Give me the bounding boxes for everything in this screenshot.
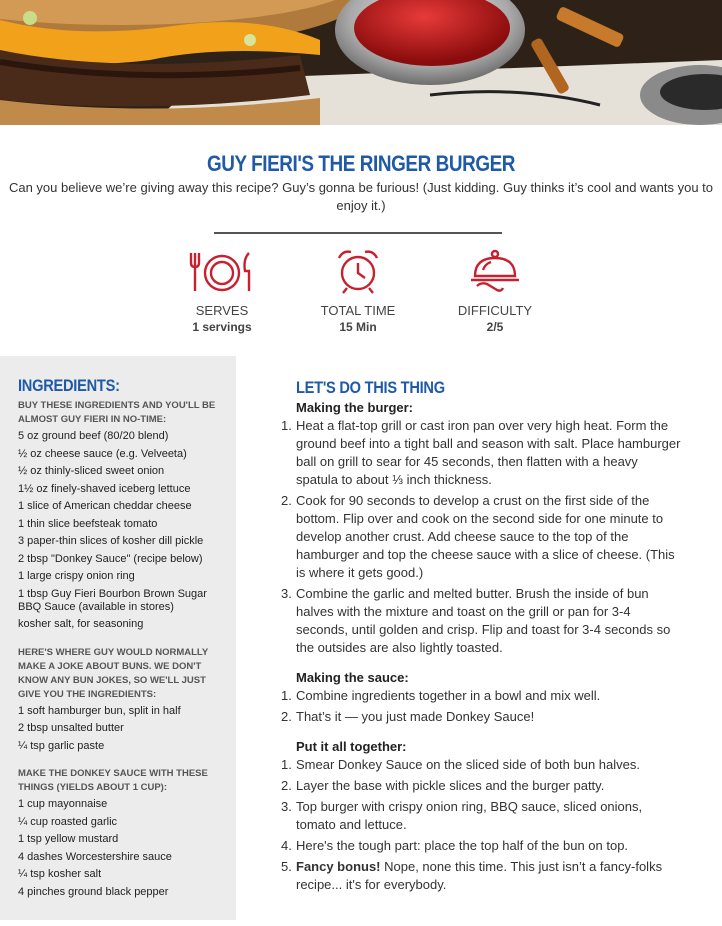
- ingredient-item: 1½ oz finely-shaved iceberg lettuce: [18, 482, 191, 495]
- serves-value: 1 servings: [192, 320, 252, 334]
- ingredients-panel: [0, 356, 236, 920]
- bonus-text: Nope, none this time. This just isn’t a fancy-folks recipe... it's for everybody.: [296, 859, 663, 892]
- ingredient-item: 1 thin slice beefsteak tomato: [18, 517, 158, 530]
- alarm-clock-icon: [288, 245, 428, 297]
- step-item: 2. Layer the base with pickle slices and the burger patty.: [281, 778, 605, 793]
- difficulty-label: DIFFICULTY: [457, 303, 533, 318]
- recipe-title: GUY FIERI'S THE RINGER BURGER: [206, 151, 516, 176]
- total-time-value: 15 Min: [339, 320, 377, 334]
- step-list: [281, 687, 682, 726]
- step-item: 1. Smear Donkey Sauce on the sliced side of both bun halves.: [281, 757, 640, 772]
- ingredient-item: 2 tbsp unsalted butter: [18, 722, 124, 734]
- ingredient-item: 1 slice of American cheddar cheese: [18, 500, 192, 512]
- total-time-label: TOTAL TIME: [320, 303, 396, 318]
- serving-cloche-icon: [425, 245, 565, 297]
- step-list: [281, 417, 682, 657]
- ingredient-item: kosher salt, for seasoning: [18, 618, 144, 630]
- ingredient-item: 1 cup mayonnaise: [18, 798, 108, 810]
- ingredient-group-title: HERE'S WHERE GUY WOULD NORMALLY MAKE A JOKE ABOUT BUNS. WE DON'T KNOW ANY BUN JOKES, SO WE'LL JUST GIVE YOU THE INGREDIENTS:: [18, 646, 208, 700]
- step-item: 2. Cook for 90 seconds to develop a crust on the first side of the bottom. Flip over and cook on the second side for one minute to develop another crust. Add cheese sauce to the top of the hamburger and top the cheese sauce with a slice of cheese. (This is where it gets good.): [281, 493, 675, 580]
- hero-image: [0, 0, 722, 125]
- section-title: Put it all together:: [296, 739, 407, 754]
- step-item: 1. Heat a flat-top grill or cast iron pan over very high heat. Form the ground beef into a tight ball and season with salt. Place hamburger ball on grill to sear for 45 seconds, then flatten with a heavy spatula to about ⅓ inch thickness.: [281, 418, 681, 487]
- ingredient-list: [18, 705, 218, 753]
- ingredient-group-title: BUY THESE INGREDIENTS AND YOU'LL BE ALMOST GUY FIERI IN NO-TIME:: [18, 400, 216, 425]
- ingredient-item: 4 pinches ground black pepper: [18, 885, 169, 898]
- step-item: 3. Combine the garlic and melted butter. Brush the inside of bun halves with the mixture and toast on the grill or pan for 3-4 seconds, until golden and crisp. Flip and toast for 3-4 seconds so the outsides are also lightly toasted.: [281, 586, 671, 655]
- ingredient-item: 1 soft hamburger bun, split in half: [18, 704, 181, 717]
- ingredient-item: 1 tbsp Guy Fieri Bourbon Brown Sugar BBQ Sauce (available in stores): [18, 587, 207, 613]
- ingredient-list: [18, 798, 218, 899]
- directions-heading: LET'S DO THIS THING: [296, 378, 445, 397]
- ingredient-item: 3 paper-thin slices of kosher dill pickle: [18, 535, 204, 547]
- ingredient-item: 2 tbsp "Donkey Sauce" (recipe below): [18, 552, 203, 565]
- step-item: 3. Top burger with crispy onion ring, BBQ sauce, sliced onions, tomato and lettuce.: [281, 799, 643, 832]
- difficulty-value: 2/5: [486, 320, 504, 334]
- step-list: [281, 756, 682, 894]
- ingredient-item: 5 oz ground beef (80/20 blend): [18, 430, 169, 442]
- ingredient-item: ¼ cup roasted garlic: [18, 815, 118, 828]
- section-title: Making the sauce:: [296, 670, 409, 685]
- ingredient-item: ¼ tsp garlic paste: [18, 739, 105, 752]
- ingredient-list: [18, 430, 218, 631]
- step-item: 1. Combine ingredients together in a bowl and mix well.: [281, 688, 601, 703]
- step-item: 2. That’s it — you just made Donkey Sauce!: [281, 709, 535, 724]
- ingredient-item: ¼ tsp kosher salt: [18, 868, 102, 880]
- serves-info: [152, 245, 292, 334]
- difficulty-info: [425, 245, 565, 334]
- ingredient-item: 1 tsp yellow mustard: [18, 833, 119, 845]
- title-divider: [214, 232, 502, 234]
- ingredient-group-title: MAKE THE DONKEY SAUCE WITH THESE THINGS (YIELDS ABOUT 1 CUP):: [18, 768, 208, 793]
- serves-label: SERVES: [195, 303, 249, 318]
- ingredient-item: 4 dashes Worcestershire sauce: [18, 850, 172, 863]
- section-title: Making the burger:: [296, 400, 414, 415]
- directions-panel: [282, 378, 682, 897]
- ingredient-item: ½ oz thinly-sliced sweet onion: [18, 465, 165, 477]
- total-time-info: [288, 245, 428, 334]
- ingredient-item: ½ oz cheese sauce (e.g. Velveeta): [18, 447, 187, 460]
- bonus-label: Fancy bonus!: [296, 859, 381, 874]
- step-item: 5. Fancy bonus! Nope, none this time. This just isn’t a fancy-folks recipe... it's for everybody.: [281, 859, 663, 892]
- step-item: 4. Here's the tough part: place the top half of the bun on top.: [281, 838, 629, 853]
- plate-fork-knife-icon: [152, 245, 292, 297]
- ingredient-item: 1 large crispy onion ring: [18, 570, 135, 582]
- ingredients-heading: INGREDIENTS:: [18, 376, 120, 395]
- recipe-intro: Can you believe we’re giving away this recipe? Guy’s gonna be furious! (Just kidding. Guy thinks it’s cool and wants you to enjoy it.): [8, 180, 714, 213]
